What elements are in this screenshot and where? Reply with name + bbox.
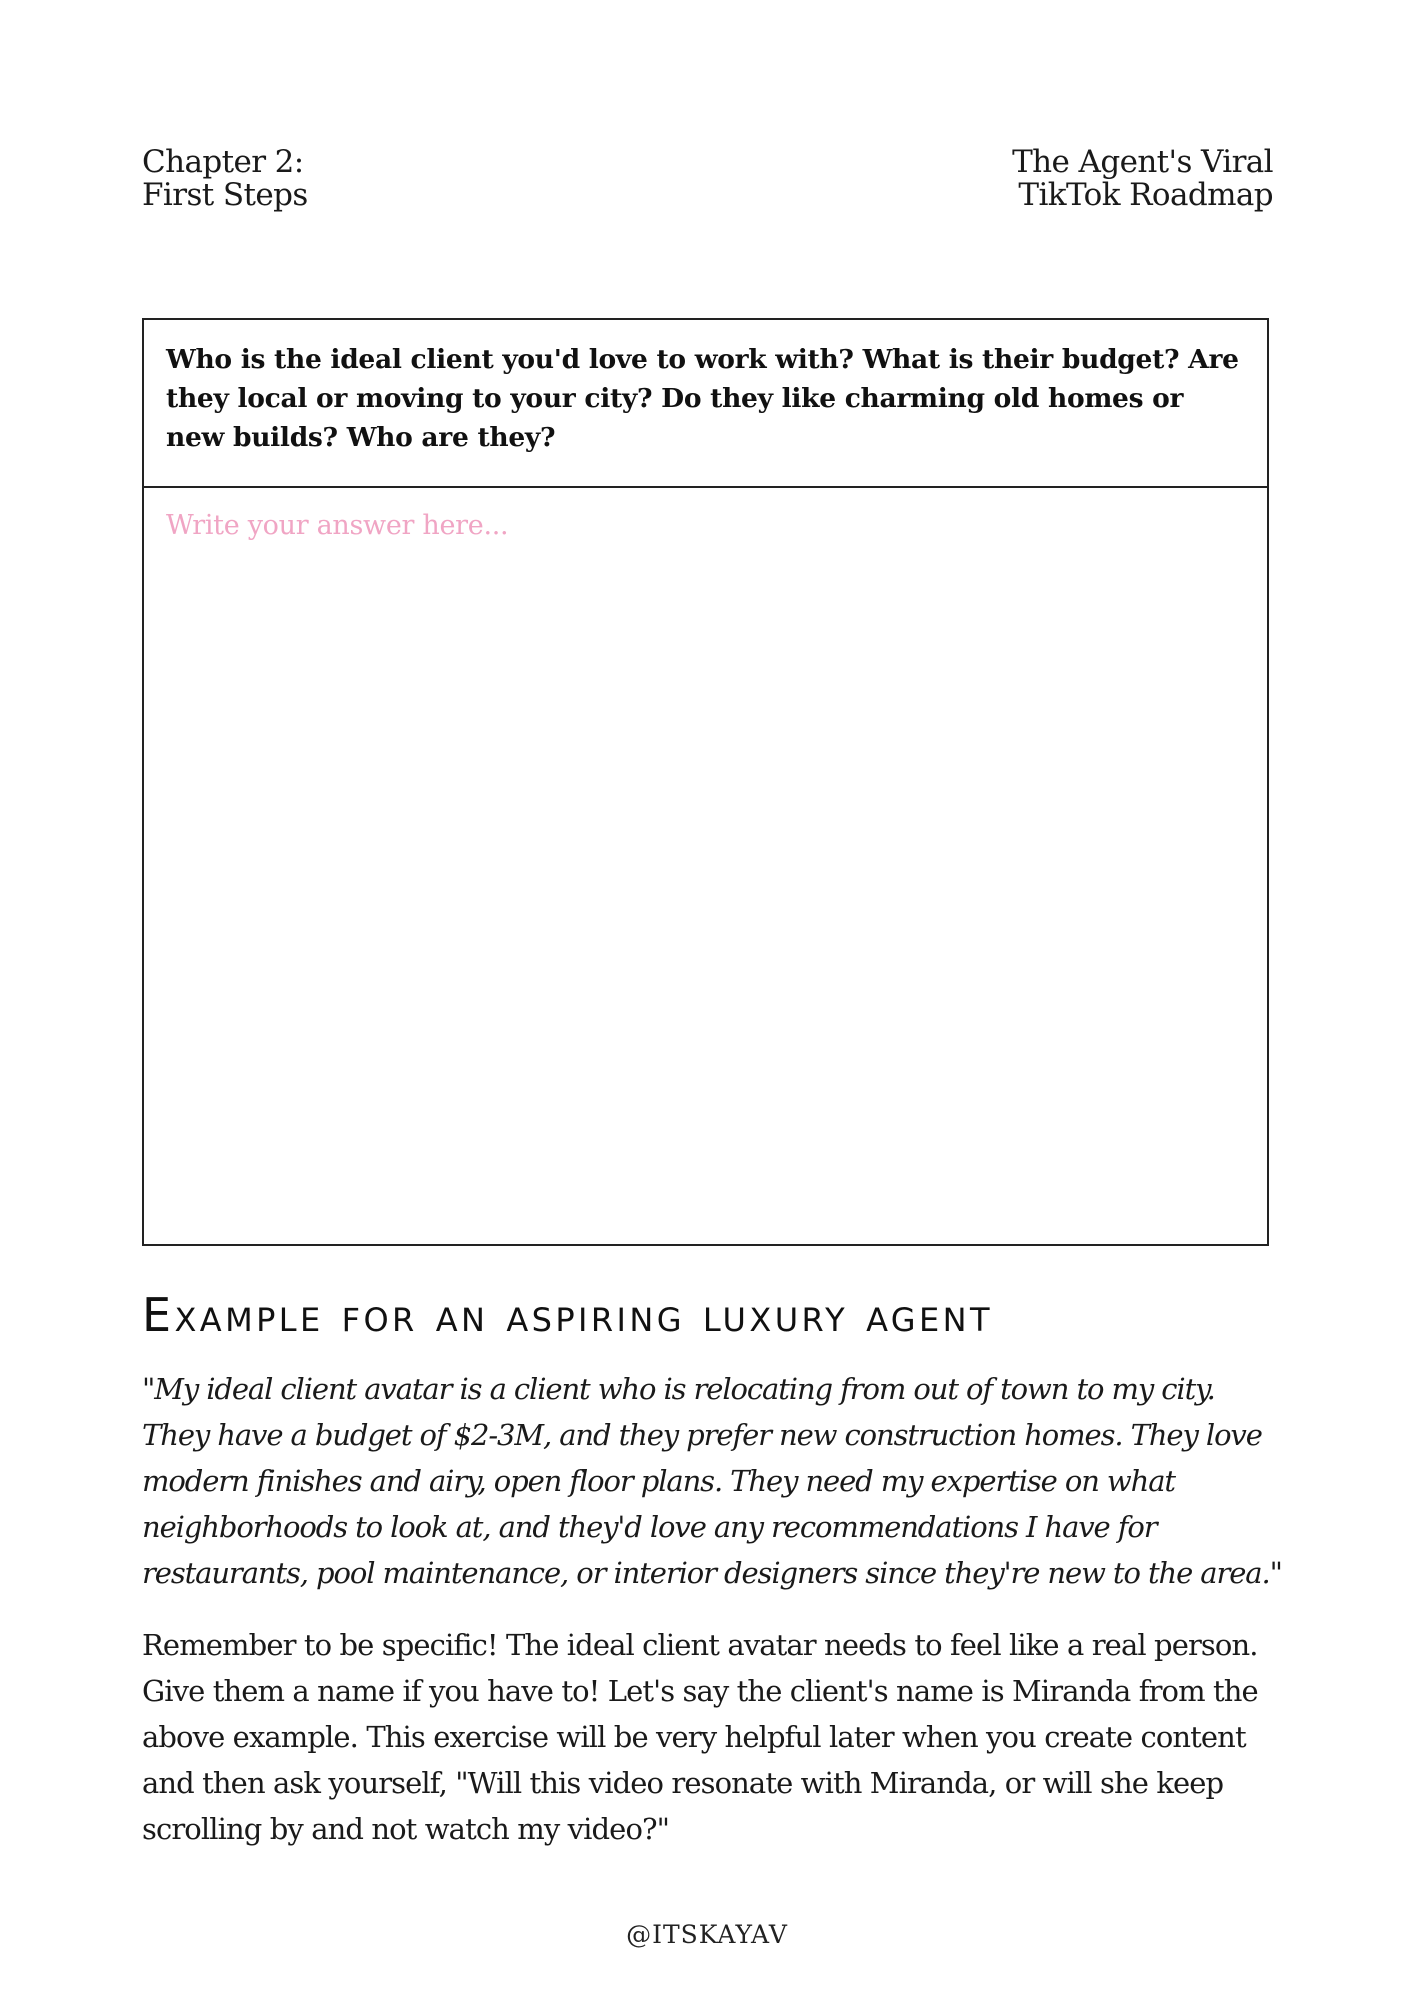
chapter-title: First Steps — [142, 177, 308, 213]
example-heading: Example for an aspiring luxury agent — [142, 1288, 993, 1342]
worksheet-box — [142, 318, 1269, 1246]
chapter-heading — [142, 146, 308, 212]
footer-handle: @ITSKAYAV — [626, 1920, 788, 1949]
answer-field[interactable]: Write your answer here... — [166, 510, 509, 541]
worksheet-question: Who is the ideal client you'd love to work with? What is their budget? Are they local or moving to your city? Do they like charming old homes or new builds? Who are they? — [144, 320, 1267, 488]
advice-paragraph: Remember to be specific! The ideal client avatar needs to feel like a real person. Give them a name if you have to! Let's say the client's name is Miranda from the above example. This exercise will be very helpful later when you create content and then ask yourself, "Will this video resonate with Miranda, or will she keep scrolling by and not watch my video?" — [142, 1628, 1258, 1846]
book-title-line-2: TikTok Roadmap — [1018, 177, 1273, 213]
chapter-number: Chapter 2: — [142, 144, 304, 180]
example-quote: "My ideal client avatar is a client who is relocating from out of town to my city. They have a budget of $2-3M, and they prefer new construction homes. They love modern finishes and airy, open floor plans. They need my expertise on what neighborhoods to look at, and they'd love any recommendations I have for restaurants, pool maintenance, or interior designers since they're new to the area." — [142, 1372, 1282, 1590]
book-title-line-1: The Agent's Viral — [1012, 144, 1273, 180]
book-title — [1012, 146, 1273, 212]
